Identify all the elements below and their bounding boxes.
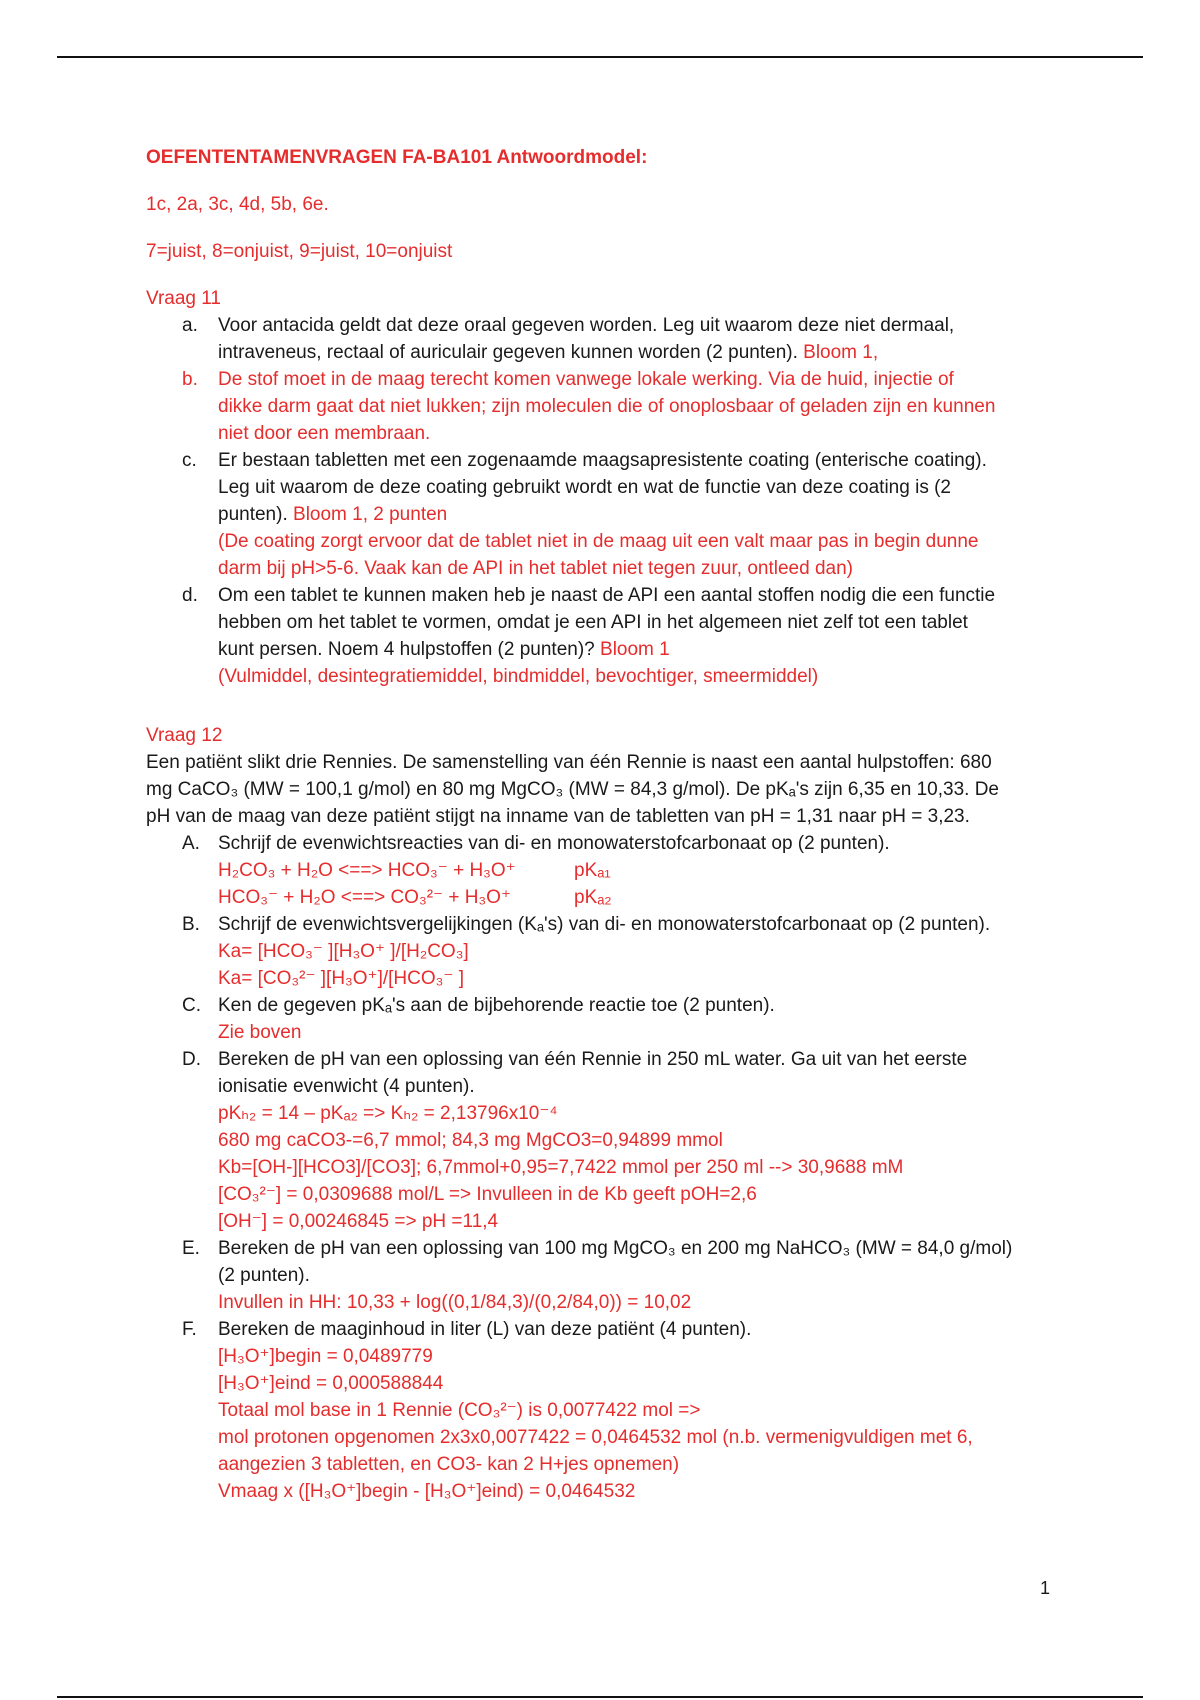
q11-item-c xyxy=(146,447,1066,582)
answer-text: mol protonen opgenomen 2x3x0,0077422 = 0,0464532 mol (n.b. vermenigvuldigen met 6, xyxy=(218,1427,973,1448)
q12-item-C xyxy=(146,992,1066,1046)
question-intro: pH van de maag van deze patiënt stijgt na inname van de tabletten van pH = 1,31 naar pH = 3,23. xyxy=(146,806,970,827)
answer-text: [H₃O⁺]eind = 0,000588844 xyxy=(218,1373,444,1394)
list-marker: D. xyxy=(182,1049,201,1070)
pka-label: pKₐ₂ xyxy=(574,887,612,908)
question-text: Bereken de pH van een oplossing van 100 mg MgCO₃ en 200 mg NaHCO₃ (MW = 84,0 g/mol) xyxy=(218,1238,1013,1259)
answer-text: pKₕ₂ = 14 – pKₐ₂ => Kₕ₂ = 2,13796x10⁻⁴ xyxy=(218,1103,558,1124)
question-text: intraveneus, rectaal of auriculair gegeven kunnen worden (2 punten). xyxy=(218,342,798,363)
equilibrium-row xyxy=(218,857,1066,884)
list-marker: d. xyxy=(182,585,198,606)
list-marker: A. xyxy=(182,833,200,854)
question-text: Voor antacida geldt dat deze oraal gegeven worden. Leg uit waarom deze niet dermaal, xyxy=(218,315,955,336)
q11-item-b xyxy=(146,366,1066,447)
list-marker: a. xyxy=(182,315,198,336)
question-intro: mg CaCO₃ (MW = 100,1 g/mol) en 80 mg MgCO₃ (MW = 84,3 g/mol). De pKₐ's zijn 6,35 en 10,33. De xyxy=(146,779,999,800)
answer-text: Ka= [CO₃²⁻ ][H₃O⁺]/[HCO₃⁻ ] xyxy=(218,968,464,989)
list-marker: c. xyxy=(182,450,197,471)
bloom-label: Bloom 1, 2 punten xyxy=(293,504,448,525)
question-text: (2 punten). xyxy=(218,1265,310,1286)
top-rule xyxy=(57,56,1143,58)
answer-text: 680 mg caCO3-=6,7 mmol; 84,3 mg MgCO3=0,94899 mmol xyxy=(218,1130,723,1151)
question-intro: Een patiënt slikt drie Rennies. De samenstelling van één Rennie is naast een aantal hulpstoffen: 680 xyxy=(146,752,992,773)
answer-text: Ka= [HCO₃⁻ ][H₃O⁺ ]/[H₂CO₃] xyxy=(218,941,469,962)
answer-text: niet door een membraan. xyxy=(218,423,431,444)
list-marker: F. xyxy=(182,1319,197,1340)
question-text: Bereken de pH van een oplossing van één Rennie in 250 mL water. Ga uit van het eerste xyxy=(218,1049,968,1070)
bottom-rule xyxy=(57,1696,1143,1698)
answer-text: De stof moet in de maag terecht komen vanwege lokale werking. Via de huid, injectie of xyxy=(218,369,954,390)
equation: HCO₃⁻ + H₂O <==> CO₃²⁻ + H₃O⁺ xyxy=(218,887,511,908)
question-text: Schrijf de evenwichtsreacties van di- en monowaterstofcarbonaat op (2 punten). xyxy=(218,833,890,854)
question-text: Schrijf de evenwichtsvergelijkingen (Kₐ's) van di- en monowaterstofcarbonaat op (2 punten). xyxy=(218,914,991,935)
question-11-heading: Vraag 11 xyxy=(146,288,221,309)
q11-item-d xyxy=(146,582,1066,690)
answer-text: Zie boven xyxy=(218,1022,302,1043)
equilibrium-row xyxy=(218,884,1066,911)
q12-item-A xyxy=(146,830,1066,911)
pka-label: pKₐ₁ xyxy=(574,860,611,881)
list-marker: b. xyxy=(182,369,198,390)
answer-text: [OH⁻] = 0,00246845 => pH =11,4 xyxy=(218,1211,499,1232)
bloom-label: Bloom 1 xyxy=(600,639,670,660)
answer-text: darm bij pH>5-6. Vaak kan de API in het tablet niet tegen zuur, ontleed dan) xyxy=(218,558,853,579)
question-text: kunt persen. Noem 4 hulpstoffen (2 punten)? xyxy=(218,639,595,660)
question-text: Ken de gegeven pKₐ's aan de bijbehorende reactie toe (2 punten). xyxy=(218,995,775,1016)
question-12-heading: Vraag 12 xyxy=(146,725,223,746)
answer-text: dikke darm gaat dat niet lukken; zijn moleculen die of onoplosbaar of geladen zijn en kunnen xyxy=(218,396,996,417)
question-text: Er bestaan tabletten met een zogenaamde maagsapresistente coating (enterische coating). xyxy=(218,450,987,471)
list-marker: E. xyxy=(182,1238,200,1259)
list-marker: C. xyxy=(182,995,201,1016)
q12-item-F xyxy=(146,1316,1066,1505)
question-text: punten). xyxy=(218,504,288,525)
question-text: hebben om het tablet te vormen, omdat je een API in het algemeen niet zelf tot een tablet xyxy=(218,612,968,633)
q12-item-D xyxy=(146,1046,1066,1235)
answer-text: (De coating zorgt ervoor dat de tablet niet in de maag uit een valt maar pas in begin dunne xyxy=(218,531,979,552)
q12-item-B xyxy=(146,911,1066,992)
question-text: Bereken de maaginhoud in liter (L) van deze patiënt (4 punten). xyxy=(218,1319,752,1340)
answer-text: Kb=[OH-][HCO3]/[CO3]; 6,7mmol+0,95=7,7422 mmol per 250 ml --> 30,9688 mM xyxy=(218,1157,904,1178)
question-text: Leg uit waarom de deze coating gebruikt wordt en wat de functie van deze coating is (2 xyxy=(218,477,951,498)
list-marker: B. xyxy=(182,914,200,935)
answer-text: Totaal mol base in 1 Rennie (CO₃²⁻) is 0,0077422 mol => xyxy=(218,1400,701,1421)
tf-answers: 7=juist, 8=onjuist, 9=juist, 10=onjuist xyxy=(146,241,453,262)
document-body xyxy=(146,144,1066,1505)
page-number: 1 xyxy=(1040,1578,1051,1598)
q12-item-E xyxy=(146,1235,1066,1316)
mc-answers: 1c, 2a, 3c, 4d, 5b, 6e. xyxy=(146,194,329,215)
answer-text: aangezien 3 tabletten, en CO3- kan 2 H+jes opnemen) xyxy=(218,1454,680,1475)
bloom-label: Bloom 1, xyxy=(803,342,879,363)
answer-text: Vmaag x ([H₃O⁺]begin - [H₃O⁺]eind) = 0,0464532 xyxy=(218,1481,636,1502)
q11-item-a xyxy=(146,312,1066,366)
page-title: OEFENTENTAMENVRAGEN FA-BA101 Antwoordmodel: xyxy=(146,147,648,168)
question-text: ionisatie evenwicht (4 punten). xyxy=(218,1076,475,1097)
question-text: Om een tablet te kunnen maken heb je naast de API een aantal stoffen nodig die een functie xyxy=(218,585,996,606)
answer-text: (Vulmiddel, desintegratiemiddel, bindmiddel, bevochtiger, smeermiddel) xyxy=(218,666,819,687)
answer-text: [H₃O⁺]begin = 0,0489779 xyxy=(218,1346,433,1367)
answer-text: Invullen in HH: 10,33 + log((0,1/84,3)/(0,2/84,0)) = 10,02 xyxy=(218,1292,692,1313)
equation: H₂CO₃ + H₂O <==> HCO₃⁻ + H₃O⁺ xyxy=(218,860,516,881)
answer-text: [CO₃²⁻] = 0,0309688 mol/L => Invulleen in de Kb geeft pOH=2,6 xyxy=(218,1184,757,1205)
